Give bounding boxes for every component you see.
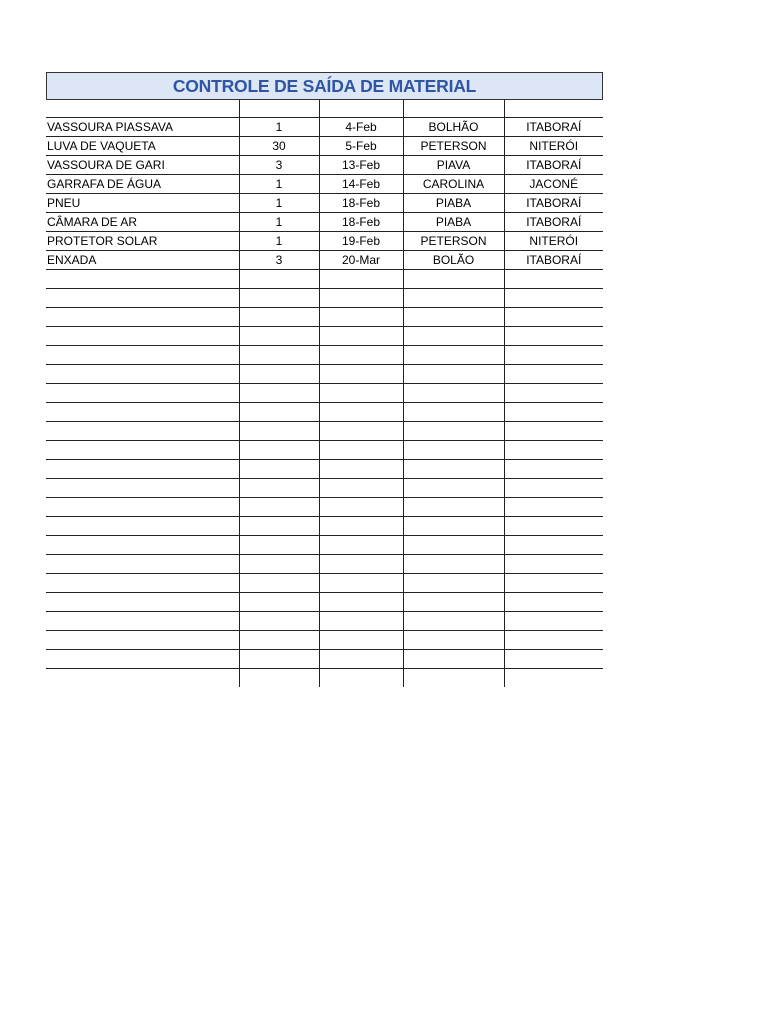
person-cell[interactable]: PETERSON	[403, 232, 504, 251]
empty-table-row	[46, 650, 603, 669]
empty-cell[interactable]	[239, 289, 319, 308]
empty-cell[interactable]	[504, 346, 603, 365]
date-cell[interactable]: 19-Feb	[319, 232, 403, 251]
empty-cell[interactable]	[46, 422, 239, 441]
empty-cell[interactable]	[504, 308, 603, 327]
city-cell[interactable]: NITERÓI	[504, 137, 603, 156]
empty-cell[interactable]	[504, 384, 603, 403]
empty-cell[interactable]	[403, 327, 504, 346]
empty-cell[interactable]	[319, 479, 403, 498]
item-cell[interactable]: PROTETOR SOLAR	[46, 232, 239, 251]
empty-cell[interactable]	[403, 308, 504, 327]
empty-cell[interactable]	[403, 460, 504, 479]
empty-cell[interactable]	[46, 441, 239, 460]
empty-cell[interactable]	[46, 536, 239, 555]
empty-cell[interactable]	[46, 289, 239, 308]
empty-cell[interactable]	[239, 498, 319, 517]
person-cell[interactable]: PIABA	[403, 213, 504, 232]
empty-cell[interactable]	[319, 593, 403, 612]
empty-table-row	[46, 327, 603, 346]
sheet-title	[46, 72, 603, 100]
empty-cell[interactable]	[319, 650, 403, 669]
person-cell[interactable]: CAROLINA	[403, 175, 504, 194]
empty-cell[interactable]	[319, 403, 403, 422]
empty-cell[interactable]	[403, 612, 504, 631]
empty-cell[interactable]	[319, 555, 403, 574]
empty-cell[interactable]	[504, 536, 603, 555]
empty-cell[interactable]	[239, 517, 319, 536]
table-row	[46, 232, 603, 251]
empty-cell[interactable]	[403, 631, 504, 650]
empty-cell[interactable]	[319, 422, 403, 441]
empty-table-row	[46, 479, 603, 498]
empty-cell[interactable]	[239, 631, 319, 650]
empty-cell[interactable]	[504, 327, 603, 346]
city-cell[interactable]: NITERÓI	[504, 232, 603, 251]
spreadsheet	[46, 72, 603, 687]
table-row	[46, 251, 603, 270]
empty-cell[interactable]	[403, 498, 504, 517]
empty-cell[interactable]	[239, 327, 319, 346]
empty-cell[interactable]	[239, 555, 319, 574]
empty-cell[interactable]	[46, 498, 239, 517]
empty-cell[interactable]	[319, 327, 403, 346]
empty-cell[interactable]	[239, 365, 319, 384]
item-cell[interactable]: VASSOURA PIASSAVA	[46, 118, 239, 137]
empty-table-row	[46, 384, 603, 403]
date-cell[interactable]: 14-Feb	[319, 175, 403, 194]
empty-cell[interactable]	[239, 422, 319, 441]
empty-table-row	[46, 422, 603, 441]
empty-cell[interactable]	[319, 631, 403, 650]
empty-cell[interactable]	[239, 460, 319, 479]
empty-cell[interactable]	[403, 441, 504, 460]
empty-cell[interactable]	[46, 460, 239, 479]
empty-cell[interactable]	[46, 669, 239, 688]
empty-cell[interactable]	[504, 650, 603, 669]
empty-table-row	[46, 289, 603, 308]
material-table	[46, 100, 603, 687]
empty-cell[interactable]	[46, 270, 239, 289]
date-cell[interactable]: 20-Mar	[319, 251, 403, 270]
empty-cell[interactable]	[46, 308, 239, 327]
table-row	[46, 175, 603, 194]
empty-cell[interactable]	[403, 422, 504, 441]
empty-cell[interactable]	[403, 270, 504, 289]
empty-table-row	[46, 555, 603, 574]
empty-cell[interactable]	[504, 498, 603, 517]
item-cell[interactable]: LUVA DE VAQUETA	[46, 137, 239, 156]
empty-cell[interactable]	[504, 270, 603, 289]
table-row	[46, 194, 603, 213]
city-cell[interactable]: ITABORAÍ	[504, 194, 603, 213]
empty-cell[interactable]	[46, 593, 239, 612]
quantity-cell[interactable]: 1	[239, 213, 319, 232]
empty-cell[interactable]	[46, 346, 239, 365]
sheet-title-text: CONTROLE DE SAÍDA DE MATERIAL	[172, 75, 477, 96]
city-cell[interactable]: ITABORAÍ	[504, 251, 603, 270]
empty-cell[interactable]	[239, 441, 319, 460]
empty-cell[interactable]	[319, 365, 403, 384]
empty-cell[interactable]	[403, 555, 504, 574]
empty-table-row	[46, 669, 603, 688]
person-cell[interactable]: PIABA	[403, 194, 504, 213]
empty-table-row	[46, 365, 603, 384]
empty-cell[interactable]	[239, 574, 319, 593]
table-row	[46, 156, 603, 175]
item-cell[interactable]: PNEU	[46, 194, 239, 213]
empty-cell[interactable]	[403, 365, 504, 384]
quantity-cell[interactable]: 1	[239, 194, 319, 213]
empty-table-row	[46, 574, 603, 593]
table-row	[46, 118, 603, 137]
city-cell[interactable]: JACONÉ	[504, 175, 603, 194]
person-cell[interactable]: PETERSON	[403, 137, 504, 156]
empty-cell[interactable]	[239, 346, 319, 365]
item-cell[interactable]: ENXADA	[46, 251, 239, 270]
empty-cell[interactable]	[403, 384, 504, 403]
empty-cell[interactable]	[504, 631, 603, 650]
empty-cell[interactable]	[504, 479, 603, 498]
empty-cell[interactable]	[403, 593, 504, 612]
empty-cell[interactable]	[239, 270, 319, 289]
empty-cell[interactable]	[319, 612, 403, 631]
empty-cell[interactable]	[504, 555, 603, 574]
empty-cell[interactable]	[504, 517, 603, 536]
empty-cell[interactable]	[319, 346, 403, 365]
empty-cell[interactable]	[319, 384, 403, 403]
table-row	[46, 137, 603, 156]
header-cell[interactable]	[319, 100, 403, 118]
city-cell[interactable]: ITABORAÍ	[504, 118, 603, 137]
empty-cell[interactable]	[504, 422, 603, 441]
empty-cell[interactable]	[239, 479, 319, 498]
empty-cell[interactable]	[46, 650, 239, 669]
empty-cell[interactable]	[403, 536, 504, 555]
date-cell[interactable]: 13-Feb	[319, 156, 403, 175]
header-cell[interactable]	[403, 100, 504, 118]
empty-cell[interactable]	[239, 650, 319, 669]
empty-cell[interactable]	[403, 574, 504, 593]
item-cell[interactable]: VASSOURA DE GARI	[46, 156, 239, 175]
header-cell[interactable]	[239, 100, 319, 118]
empty-cell[interactable]	[319, 441, 403, 460]
empty-table-row	[46, 460, 603, 479]
quantity-cell[interactable]: 30	[239, 137, 319, 156]
empty-table-row	[46, 631, 603, 650]
empty-cell[interactable]	[504, 441, 603, 460]
empty-cell[interactable]	[319, 536, 403, 555]
empty-cell[interactable]	[403, 517, 504, 536]
empty-cell[interactable]	[403, 650, 504, 669]
empty-cell[interactable]	[504, 289, 603, 308]
empty-cell[interactable]	[239, 593, 319, 612]
date-cell[interactable]: 18-Feb	[319, 213, 403, 232]
empty-cell[interactable]	[239, 669, 319, 688]
empty-table-row	[46, 517, 603, 536]
empty-cell[interactable]	[403, 479, 504, 498]
header-row	[46, 100, 603, 118]
empty-cell[interactable]	[46, 327, 239, 346]
empty-cell[interactable]	[239, 612, 319, 631]
empty-cell[interactable]	[403, 403, 504, 422]
quantity-cell[interactable]: 1	[239, 175, 319, 194]
empty-cell[interactable]	[46, 365, 239, 384]
empty-cell[interactable]	[46, 384, 239, 403]
empty-cell[interactable]	[46, 517, 239, 536]
empty-cell[interactable]	[403, 346, 504, 365]
empty-cell[interactable]	[239, 384, 319, 403]
person-cell[interactable]: BOLÃO	[403, 251, 504, 270]
empty-cell[interactable]	[403, 669, 504, 688]
empty-cell[interactable]	[504, 669, 603, 688]
table-row	[46, 213, 603, 232]
item-cell[interactable]: CÂMARA DE AR	[46, 213, 239, 232]
empty-cell[interactable]	[239, 308, 319, 327]
material-table-body	[46, 100, 603, 687]
empty-table-row	[46, 612, 603, 631]
empty-cell[interactable]	[46, 479, 239, 498]
empty-cell[interactable]	[46, 631, 239, 650]
empty-table-row	[46, 536, 603, 555]
empty-table-row	[46, 498, 603, 517]
city-cell[interactable]: ITABORAÍ	[504, 213, 603, 232]
date-cell[interactable]: 4-Feb	[319, 118, 403, 137]
empty-cell[interactable]	[319, 308, 403, 327]
date-cell[interactable]: 5-Feb	[319, 137, 403, 156]
empty-table-row	[46, 441, 603, 460]
empty-cell[interactable]	[319, 270, 403, 289]
empty-cell[interactable]	[504, 365, 603, 384]
empty-cell[interactable]	[319, 517, 403, 536]
empty-cell[interactable]	[319, 574, 403, 593]
empty-cell[interactable]	[46, 612, 239, 631]
empty-cell[interactable]	[504, 612, 603, 631]
empty-table-row	[46, 270, 603, 289]
person-cell[interactable]: PIAVA	[403, 156, 504, 175]
empty-table-row	[46, 308, 603, 327]
quantity-cell[interactable]: 3	[239, 251, 319, 270]
empty-cell[interactable]	[403, 289, 504, 308]
header-cell[interactable]	[46, 100, 239, 118]
empty-table-row	[46, 593, 603, 612]
empty-cell[interactable]	[504, 403, 603, 422]
empty-table-row	[46, 403, 603, 422]
date-cell[interactable]: 18-Feb	[319, 194, 403, 213]
empty-cell[interactable]	[504, 574, 603, 593]
header-cell[interactable]	[504, 100, 603, 118]
quantity-cell[interactable]: 3	[239, 156, 319, 175]
empty-cell[interactable]	[46, 574, 239, 593]
city-cell[interactable]: ITABORAÍ	[504, 156, 603, 175]
empty-cell[interactable]	[239, 403, 319, 422]
quantity-cell[interactable]: 1	[239, 118, 319, 137]
empty-cell[interactable]	[504, 460, 603, 479]
empty-cell[interactable]	[319, 498, 403, 517]
empty-cell[interactable]	[319, 289, 403, 308]
empty-cell[interactable]	[239, 536, 319, 555]
item-cell[interactable]: GARRAFA DE ÁGUA	[46, 175, 239, 194]
empty-cell[interactable]	[319, 669, 403, 688]
empty-cell[interactable]	[46, 403, 239, 422]
quantity-cell[interactable]: 1	[239, 232, 319, 251]
empty-table-row	[46, 346, 603, 365]
empty-cell[interactable]	[319, 460, 403, 479]
empty-cell[interactable]	[504, 593, 603, 612]
person-cell[interactable]: BOLHÃO	[403, 118, 504, 137]
empty-cell[interactable]	[46, 555, 239, 574]
